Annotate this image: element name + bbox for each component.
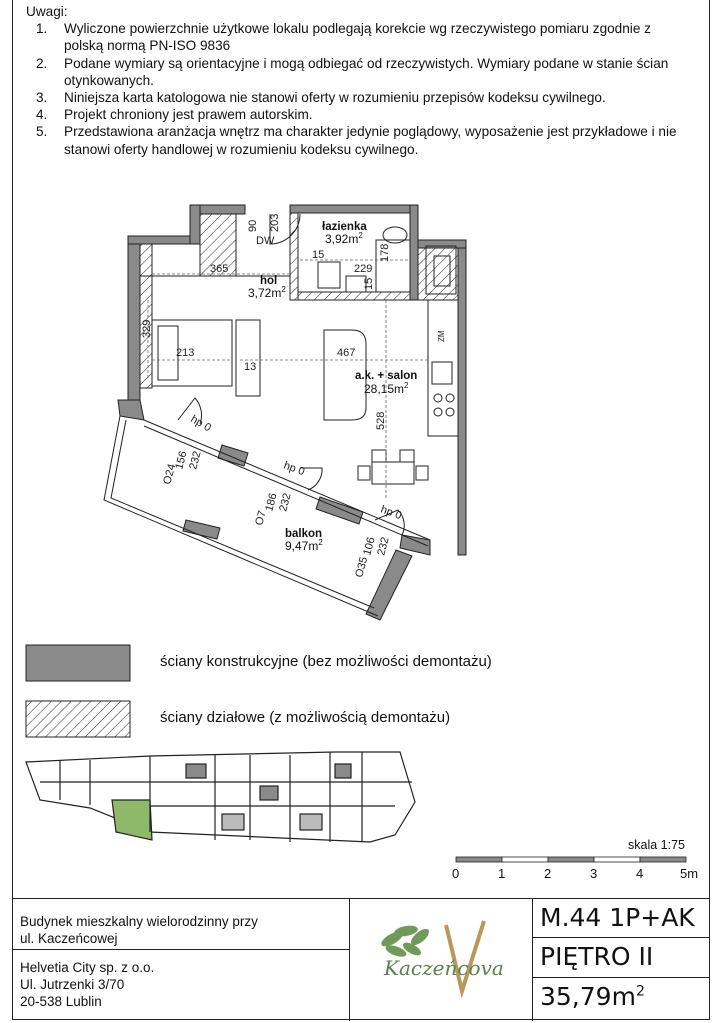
win-2-b: 232 <box>277 491 294 513</box>
note-item-cont: stanowi oferty handlowej w rozumieniu kodeksu cywilnego. <box>64 141 419 157</box>
toilet <box>383 227 407 243</box>
win-3-a: 106 <box>361 535 378 557</box>
pillar-1 <box>218 445 248 466</box>
dim-329: 329 <box>141 319 153 338</box>
wall-top-bath <box>290 205 418 213</box>
partition-hall <box>290 213 298 300</box>
wall-right-top <box>418 240 466 248</box>
building-info: Budynek mieszkalny wielorodzinny przy ul. Kaczeńcowej <box>20 914 258 946</box>
win-3-b: 232 <box>375 535 392 557</box>
living-area: $28,15m^2$ <box>364 381 409 396</box>
scale-tick-3: 3 <box>590 866 598 881</box>
washer <box>318 262 340 288</box>
dim-15b: 15 <box>363 277 375 290</box>
legend-partition-label: ściany działowe (z możliwością demontażu) <box>160 709 451 726</box>
partition-bath-bottom <box>298 292 410 300</box>
notes-title: Uwagi: <box>26 4 68 19</box>
total-area: $35,79m^2$ <box>540 982 645 1011</box>
dim-13: 13 <box>244 361 257 373</box>
legend-partition-swatch <box>26 701 130 737</box>
balcony-end <box>366 550 412 620</box>
note-item-cont: otynkowanych. <box>64 72 154 88</box>
bathroom-name: łazienka <box>322 221 367 233</box>
win-2-a: 186 <box>263 491 280 513</box>
wall-left <box>128 236 140 400</box>
balcony-name: balkon <box>285 528 323 540</box>
wall-bath-right <box>410 205 418 300</box>
hp-2: hp 0 <box>281 459 307 479</box>
note-item: 2. Podane wymiary są orientacyjne i mogą odbiegać od rzeczywistych. Wymiary podane w stanie ścian <box>36 55 669 71</box>
note-item-cont: polską normą PN-ISO 9836 <box>64 38 231 54</box>
dim-90: 90 <box>247 219 259 232</box>
dim-203: 203 <box>269 213 281 232</box>
hp-1: hp 0 <box>188 413 214 435</box>
hall-area: $3,72m^2$ <box>248 285 286 300</box>
win-1-a: 156 <box>173 449 190 471</box>
floor-label: PIĘTRO II <box>540 942 654 971</box>
wall-bottom-left <box>118 400 144 420</box>
legend-structural-swatch <box>26 645 130 681</box>
note-item: 1. Wyliczone powierzchnie użytkowe lokalu podlegają korekcie wg rzeczywistego pomiaru zgodnie z <box>36 21 651 37</box>
balcony-area: $9,47m^2$ <box>285 538 323 553</box>
note-item: 5. Przedstawiona aranżacja wnętrz ma charakter jedynie poglądowy, wyposażenie jest przykładowe i nie <box>36 124 677 140</box>
wall-top-left <box>128 236 190 244</box>
hp-3: hp 0 <box>378 503 404 523</box>
hall-name: hol <box>260 275 278 287</box>
dim-213: 213 <box>176 347 195 359</box>
dim-178: 178 <box>379 243 391 262</box>
wall-shaft-left <box>190 205 200 244</box>
scale-tick-1: 1 <box>498 866 506 881</box>
scale-tick-4: 4 <box>636 866 644 881</box>
dim-528: 528 <box>375 411 387 430</box>
dim-365: 365 <box>210 263 229 275</box>
scale-bar <box>456 857 686 862</box>
company-info: Helvetia City sp. z o.o. Ul. Jutrzenki 3/70 20-538 Lublin <box>20 960 155 1009</box>
win-3-c: O35 <box>353 555 371 579</box>
partition-left-vert <box>140 244 152 388</box>
dim-dw: DW <box>256 235 275 247</box>
kaczencova-logo <box>362 907 522 1017</box>
unit-number: M.44 1P+AK <box>540 903 695 932</box>
win-1-b: 232 <box>187 449 204 471</box>
win-2-c: O7 <box>253 509 269 527</box>
svg-text:Kaczeńcova: Kaczeńcova <box>384 956 504 980</box>
scale-tick-5: 5m <box>680 866 699 881</box>
win-1-c: O24 <box>161 462 179 486</box>
table <box>372 462 414 484</box>
legend-structural-label: ściany konstrukcyjne (bez możliwości demontażu) <box>160 653 492 670</box>
dim-zm: ZM <box>437 330 446 342</box>
dim-229: 229 <box>354 263 373 275</box>
pillar-2 <box>316 497 363 524</box>
scale-tick-0: 0 <box>452 866 460 881</box>
living-name: a.k. + salon <box>355 370 418 382</box>
wall-right <box>458 240 466 555</box>
dim-467: 467 <box>337 347 356 359</box>
scale-label: skala 1:75 <box>628 838 685 852</box>
note-item: 4. Projekt chroniony jest prawem autorskim. <box>36 107 313 123</box>
building-mini-plan <box>26 752 415 842</box>
title-block <box>12 898 710 1021</box>
note-item: 3. Niniejsza karta katologowa nie stanowi oferty w rozumieniu przepisów kodeksu cywilnego. <box>36 90 606 106</box>
dim-15: 15 <box>312 249 325 261</box>
unit-highlight <box>112 800 152 840</box>
bathroom-area: $3,92m^2$ <box>325 231 363 246</box>
scale-tick-2: 2 <box>544 866 552 881</box>
